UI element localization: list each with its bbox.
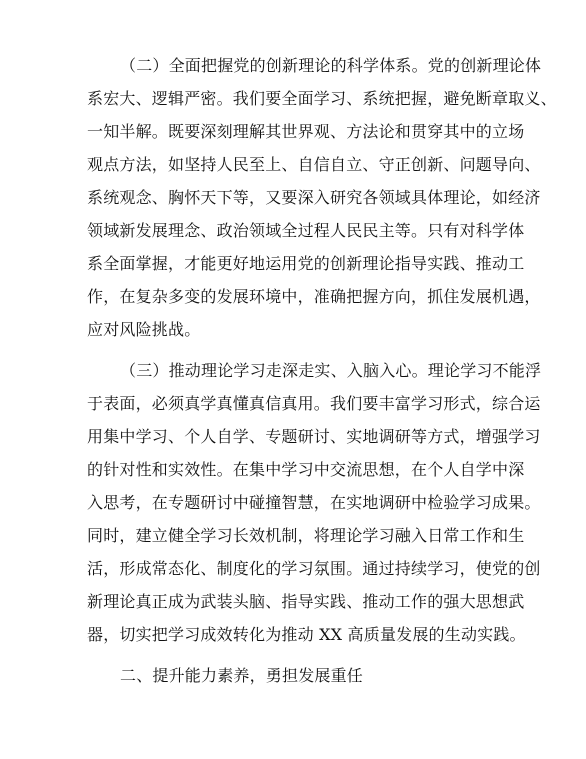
paragraph-2-line-3: 一知半解。既要深刻理解其世界观、方法论和贯穿其中的立场: [87, 122, 525, 141]
paragraph-2-line-6: 领域新发展理念、政治领域全过程人民民主等。只有对科学体: [87, 221, 525, 240]
paragraph-2-line-8: 作，在复杂多变的发展环境中，准确把握方向，抓住发展机遇，: [87, 287, 541, 306]
paragraph-3-line-3: 用集中学习、个人自学、专题研讨、实地调研等方式，增强学习: [87, 427, 541, 446]
paragraph-2-line-9: 应对风险挑战。: [87, 320, 201, 339]
section-heading: 二、提升能力素养，勇担发展重任: [120, 666, 364, 685]
paragraph-3-line-7: 活，形成常态化、制度化的学习氛围。通过持续学习，使党的创: [87, 559, 541, 578]
paragraph-3-line-9: 器，切实把学习成效转化为推动 XX 高质量发展的生动实践。: [87, 625, 526, 644]
paragraph-3-line-8: 新理论真正成为武装头脑、指导实践、推动工作的强大思想武: [87, 592, 525, 611]
paragraph-2-line-4: 观点方法，如坚持人民至上、自信自立、守正创新、问题导向、: [87, 155, 541, 174]
paragraph-3-line-6: 同时，建立健全学习长效机制，将理论学习融入日常工作和生: [87, 526, 525, 545]
paragraph-3-line-2: 于表面，必须真学真懂真信真用。我们要丰富学习形式，综合运: [87, 394, 541, 413]
paragraph-3-line-4: 的针对性和实效性。在集中学习中交流思想，在个人自学中深: [87, 460, 525, 479]
paragraph-2-line-2: 系宏大、逻辑严密。我们要全面学习、系统把握，避免断章取义、: [87, 89, 557, 108]
paragraph-2-line-5: 系统观念、胸怀天下等，又要深入研究各领域具体理论，如经济: [87, 188, 541, 207]
paragraph-3-line-1: （三）推动理论学习走深走实、入脑入心。理论学习不能浮: [120, 361, 542, 380]
paragraph-3-line-5: 入思考，在专题研讨中碰撞智慧，在实地调研中检验学习成果。: [87, 493, 541, 512]
paragraph-2-line-7: 系全面掌握，才能更好地运用党的创新理论指导实践、推动工: [87, 254, 525, 273]
paragraph-2-line-1: （二）全面把握党的创新理论的科学体系。党的创新理论体: [120, 56, 542, 75]
